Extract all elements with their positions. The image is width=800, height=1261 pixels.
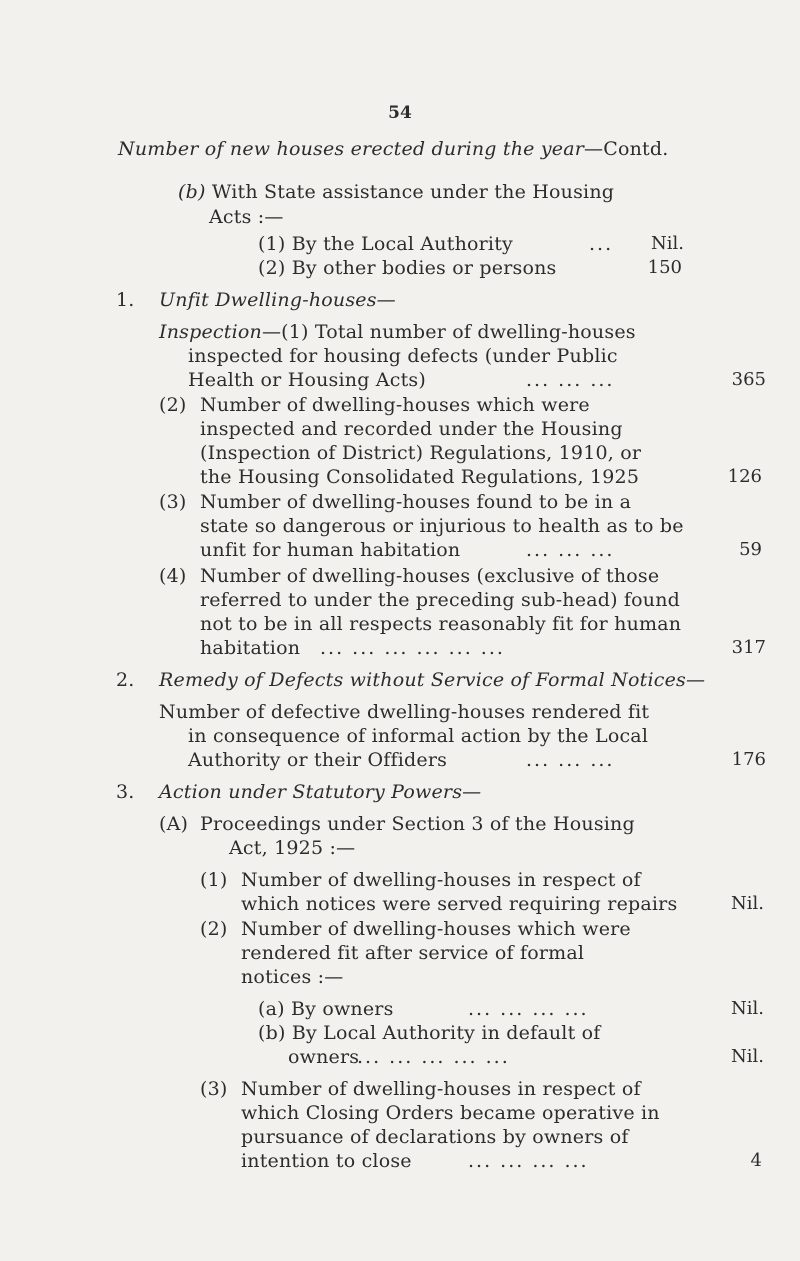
section2-number: 2. <box>116 669 135 691</box>
section3-sub-b-line1: (b) By Local Authority in default of <box>258 1022 601 1044</box>
section1-item4-dots: ... ... ... ... ... ... <box>320 637 505 659</box>
inspection-text1: —(1) Total number of dwelling-houses <box>261 321 636 343</box>
continued-heading-suffix: —Contd. <box>584 138 669 160</box>
state-assistance-item1-dots: ... <box>589 233 614 255</box>
section1-heading: Unfit Dwelling-houses— <box>159 289 396 311</box>
section3-i1-line1: Number of dwelling-houses in respect of <box>241 869 641 891</box>
section1-item3-dots: ... ... ... <box>526 539 615 561</box>
section1-inspection-line3: Health or Housing Acts) <box>188 369 426 391</box>
section3-sub-a-dots: ... ... ... ... <box>468 998 589 1020</box>
section1-item2-line1: Number of dwelling-houses which were <box>200 394 590 416</box>
section3-sub-a: (a) By owners <box>258 998 394 1020</box>
page-number: 54 <box>388 103 412 123</box>
section3-sub-b-value: Nil. <box>731 1046 764 1067</box>
section1-inspection-dots: ... ... ... <box>526 369 615 391</box>
section1-item3-line1: Number of dwelling-houses found to be in a <box>200 491 632 513</box>
section3-i2-number: (2) <box>200 918 228 940</box>
section1-item2-line3: (Inspection of District) Regulations, 1910, or <box>200 442 642 464</box>
section3-i3-line4: intention to close <box>241 1150 412 1172</box>
section2-dots: ... ... ... <box>526 749 615 771</box>
section3-i2-line2: rendered fit after service of formal <box>241 942 585 964</box>
section1-inspection-value: 365 <box>731 369 766 390</box>
state-assistance-line1 <box>178 180 614 204</box>
section1-item3-line3: unfit for human habitation <box>200 539 461 561</box>
section3-i1-value: Nil. <box>731 893 764 914</box>
section1-item2-number: (2) <box>159 394 187 416</box>
section1-number: 1. <box>116 289 135 311</box>
section1-item2-value: 126 <box>727 466 762 487</box>
section1-item3-line2: state so dangerous or injurious to health as to be <box>200 515 684 537</box>
section3-i3-number: (3) <box>200 1078 228 1100</box>
section2-line2: in consequence of informal action by the Local <box>188 725 649 747</box>
section3-i1-number: (1) <box>200 869 228 891</box>
section1-item4-line1: Number of dwelling-houses (exclusive of those <box>200 565 660 587</box>
section1-item4-line3: not to be in all respects reasonably fit for human <box>200 613 682 635</box>
state-assistance-label: (b) <box>178 181 206 203</box>
section3-a-label: (A) <box>159 813 189 835</box>
section1-item4-number: (4) <box>159 565 187 587</box>
section3-i2-line1: Number of dwelling-houses which were <box>241 918 631 940</box>
state-assistance-line2: Acts :— <box>209 206 284 228</box>
section3-a-line2: Act, 1925 :— <box>229 837 356 859</box>
section1-inspection-line2: inspected for housing defects (under Public <box>188 345 618 367</box>
state-assistance-item2: (2) By other bodies or persons <box>258 257 557 279</box>
section3-sub-b-line2: owners <box>288 1046 360 1068</box>
section3-i3-line1: Number of dwelling-houses in respect of <box>241 1078 641 1100</box>
section3-i3-value: 4 <box>750 1150 762 1171</box>
section3-sub-b-dots: ... ... ... ... ... <box>357 1046 510 1068</box>
section1-item2-line4: the Housing Consolidated Regulations, 1925 <box>200 466 640 488</box>
section3-i1-line2: which notices were served requiring repairs <box>241 893 678 915</box>
section3-a-line1: Proceedings under Section 3 of the Housing <box>200 813 635 835</box>
inspection-label: Inspection <box>159 321 262 343</box>
section3-i3-line3: pursuance of declarations by owners of <box>241 1126 629 1148</box>
section1-item3-number: (3) <box>159 491 187 513</box>
continued-heading-title: Number of new houses erected during the year <box>118 138 585 160</box>
section1-item4-value: 317 <box>731 637 766 658</box>
section3-sub-a-value: Nil. <box>731 998 764 1019</box>
continued-heading <box>118 137 669 161</box>
section3-heading: Action under Statutory Powers— <box>159 781 482 803</box>
section2-line3: Authority or their Offiders <box>188 749 448 771</box>
section1-item4-line2: referred to under the preceding sub-head) found <box>200 589 681 611</box>
section2-line1: Number of defective dwelling-houses rendered fit <box>159 701 650 723</box>
section3-i3-line2: which Closing Orders became operative in <box>241 1102 660 1124</box>
state-assistance-text1: With State assistance under the Housing <box>211 181 615 203</box>
section1-item4-line4: habitation <box>200 637 301 659</box>
state-assistance-item1: (1) By the Local Authority <box>258 233 513 255</box>
section1-item2-line2: inspected and recorded under the Housing <box>200 418 623 440</box>
section3-number: 3. <box>116 781 135 803</box>
section3-i3-dots: ... ... ... ... <box>468 1150 589 1172</box>
state-assistance-item2-value: 150 <box>647 257 682 278</box>
section3-i2-line3: notices :— <box>241 966 344 988</box>
section1-inspection-line1 <box>159 320 636 344</box>
section1-item3-value: 59 <box>739 539 762 560</box>
section2-value: 176 <box>731 749 766 770</box>
state-assistance-item1-value: Nil. <box>651 233 684 254</box>
section2-heading: Remedy of Defects without Service of Formal Notices— <box>159 669 706 691</box>
